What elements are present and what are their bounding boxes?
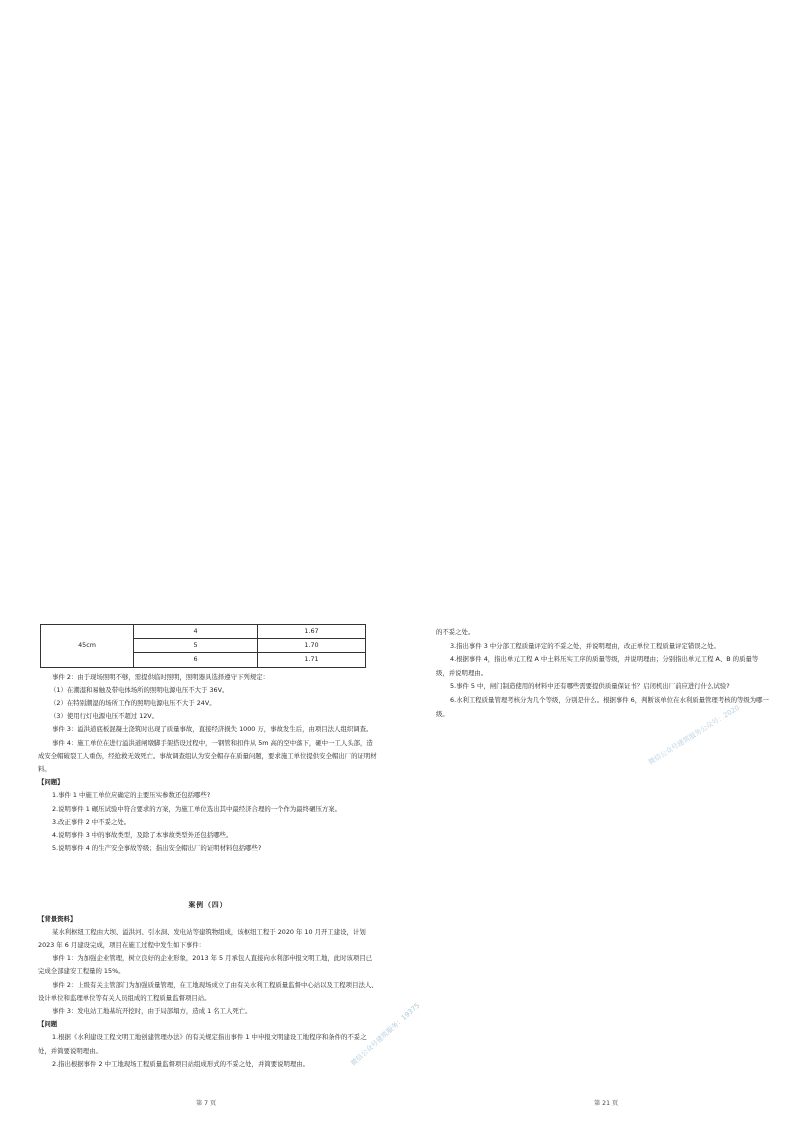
question-item: 2.指出根据事件 2 中工地现场工程质量监督项目站组成形式的不妥之处，并简要说明理由。 [52, 1059, 310, 1068]
table-group-label: 45cm [41, 625, 134, 668]
background-paragraph: 事件 2：上级有关主管部门为加强质量管理，在工地现场成立了由有关水利工程质量监督中心站以及工程项目法人、设计单位和监理单位等有关人员组成的工程质量监督项目站。 [38, 980, 378, 1002]
case-title: 案例（四） [188, 901, 228, 910]
continued-line: 的不妥之处。 [436, 628, 475, 636]
question-item: 5.事件 5 中，闸门制造使用的材料中还有哪些需要提供质量保证书？启闭机出厂前应进行什么试验? [450, 682, 730, 691]
question-item: 4.根据事件 4，指出单元工程 A 中土料压实工序的质量等级，并说明理由；分别指出单元工程 A、B 的质量等级，并说明理由。 [436, 655, 759, 677]
background-paragraph: 事件 1：为加强企业管理，树立良好的企业形象，2013 年 5 月承包人直接向水利部申报文明工地，此时该项目已完成全部建安工程量的 15%。 [38, 954, 373, 976]
question-item: 3.改正事件 2 中不妥之处。 [52, 817, 131, 826]
watermark: 微信公众号建筑服务公众号：2020 [647, 703, 741, 767]
event-2: 事件 2：由于现场照明不够，需提供临时照明，照明器具选择遵守下列规定： [52, 672, 269, 681]
question-item: 3.指出事件 3 中分部工程质量评定的不妥之处，并说明理由，改正单位工程质量评定错误之处。 [450, 641, 720, 650]
right-page [436, 626, 770, 721]
question-item: 1.事件 1 中施工单位应确定的主要压实参数还包括哪些? [52, 791, 211, 800]
questions-heading: 【问题】 [38, 778, 64, 787]
question-item: 4.说明事件 3 中的事故类型，及除了本事故类型外还包括哪些。 [52, 831, 233, 840]
background-heading: 【背景资料】 [38, 914, 77, 923]
table-row: 5 1.70 [41, 639, 366, 653]
question-item: 2.说明事件 1 碾压试验中符合要求的方案，为施工单位选出其中最经济合理的一个作为最终碾压方案。 [52, 804, 342, 813]
left-page [38, 624, 378, 1071]
table-row: 45cm 4 1.67 [41, 625, 366, 639]
event-3: 事件 3：溢洪道底板混凝土浇筑时出现了质量事故，直接经济损失 1000 万，事故发生后，由项目法人组织调查。 [52, 725, 373, 734]
page-number-left: 第 7 页 [196, 1100, 217, 1107]
watermark: 微信公众号建筑服务：19375 [349, 1001, 422, 1068]
event-2-item: （2）在特别潮湿的场所工作的照明电源电压不大于 24V。 [50, 699, 216, 708]
background-paragraph: 某水利枢纽工程由大坝、溢洪河、引水洞、发电站等建筑物组成，该枢纽工程于 2020 年 10 月开工建设，计划 2023 年 6 月建设完成，项目在施工过程中发生如下事件： [38, 927, 366, 950]
background-paragraph: 事件 3：发电站工地基坑开挖时，由于局部塌方，造成 1 名工人死亡。 [52, 1007, 252, 1016]
event-4: 事件 4：施工单位在进行溢洪道闸墩脚手架搭设过程中，一钢管和扣件从 5m 高的空中落下，砸中一工人头部，造成安全帽破裂工人重伤，经抢救无效死亡。事故调查组认为安全帽存在质量问题，要求施工单位提供安全帽出厂的证明材料。 [38, 738, 377, 774]
questions2-heading: 【问题 [38, 1020, 58, 1029]
table-row: 6 1.71 [41, 653, 366, 667]
event-2-item: （1）在潮湿和易触及带电体场所的照明电源电压不大于 36V。 [50, 685, 229, 694]
event-2-item: （3）使用行灯电源电压不超过 12V。 [50, 712, 159, 721]
page-number-right: 第 21 页 [594, 1100, 619, 1107]
question-item: 5.说明事件 4 的生产安全事故等级；指出安全帽出厂的证明材料包括哪些? [52, 844, 262, 853]
question-item: 1.根据《水利建设工程文明工地创建管理办法》的有关规定指出事件 1 中申报文明建设工地程序和条件的不妥之处，并简要说明理由。 [38, 1033, 367, 1055]
compaction-table [40, 624, 366, 668]
question-item: 6.水利工程质量管理考核分为几个等级，分别是什么。根据事件 6，判断该单位在水利质量管理考核的等级为哪一级。 [436, 695, 769, 718]
